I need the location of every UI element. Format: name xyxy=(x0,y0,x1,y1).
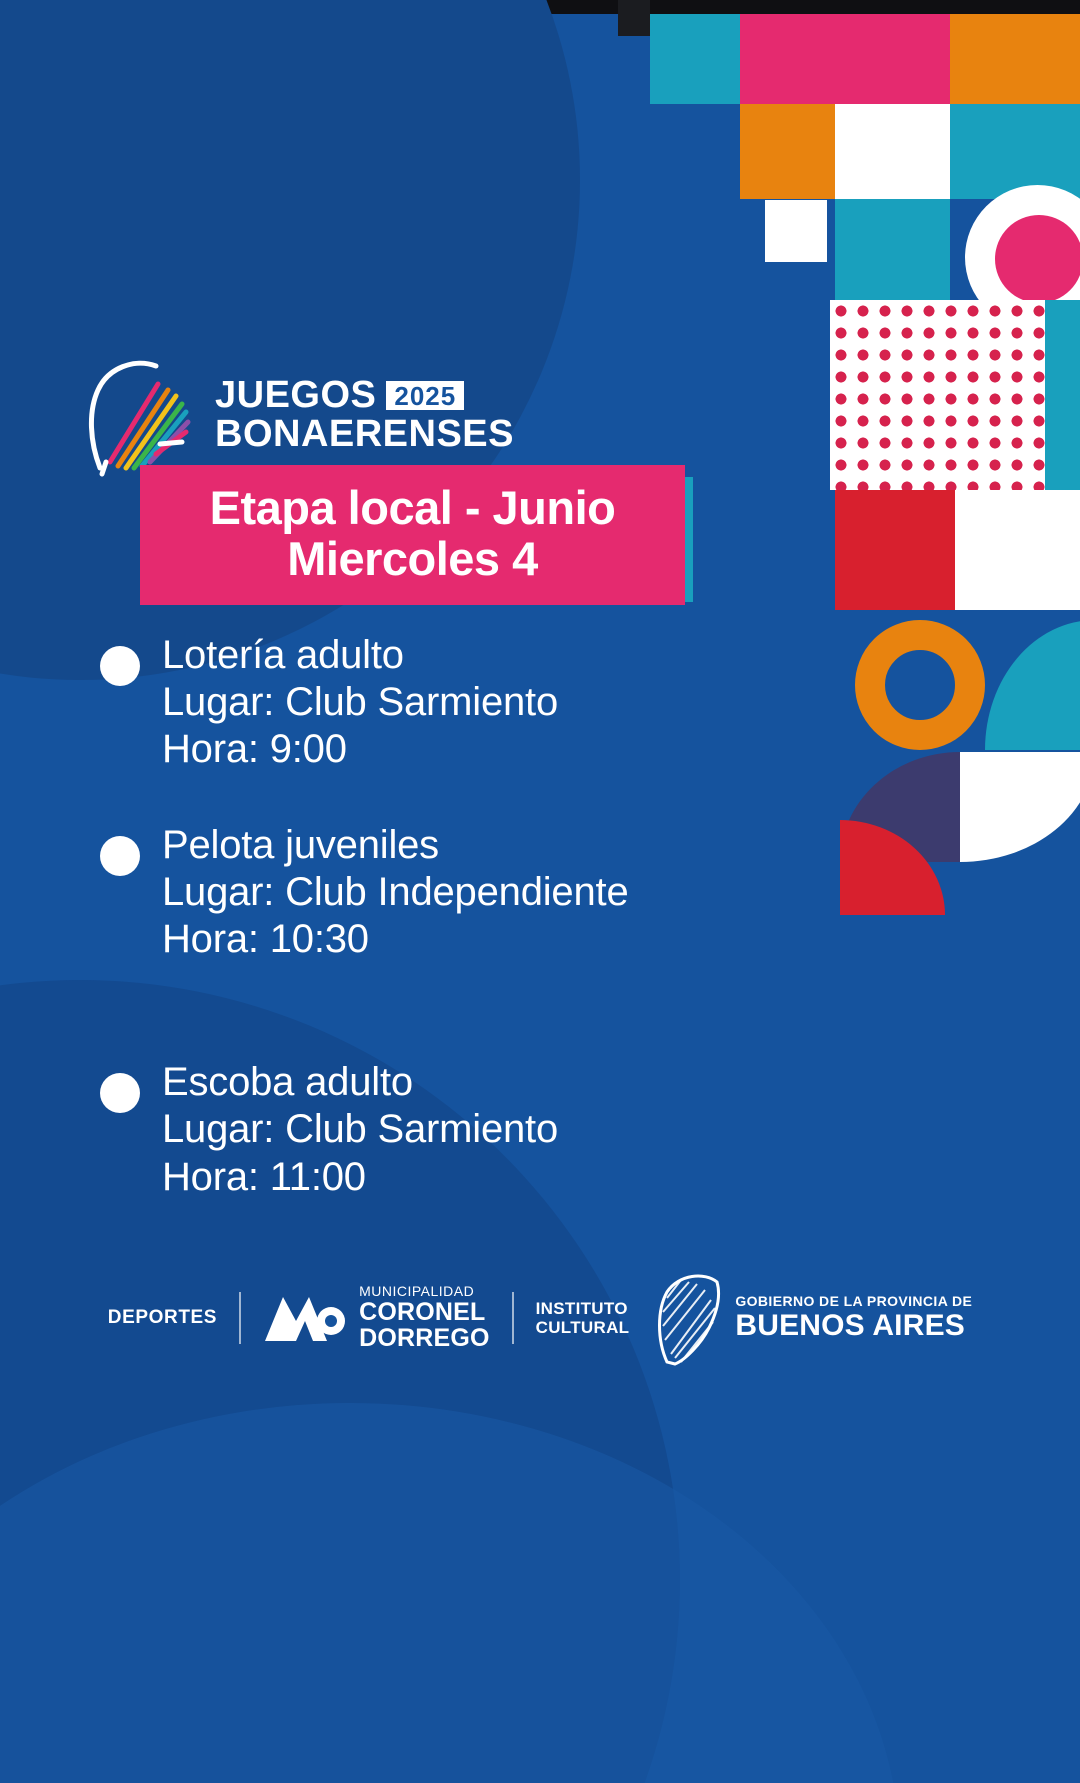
juegos-bonaerenses-logo xyxy=(72,350,514,480)
events-list xyxy=(100,632,800,1249)
event-time: Hora: 10:30 xyxy=(162,916,369,961)
buenos-aires-province-map-icon xyxy=(72,350,197,480)
mosaic-quarter-teal xyxy=(985,620,1080,750)
mosaic-square-teal xyxy=(650,14,740,104)
divider xyxy=(512,1292,514,1344)
event-place: Lugar: Club Independiente xyxy=(162,869,629,914)
mosaic-circle-pink xyxy=(995,215,1080,303)
event-place: Lugar: Club Sarmiento xyxy=(162,1107,559,1152)
event-time: Hora: 9:00 xyxy=(162,727,347,772)
list-item xyxy=(100,632,800,774)
municipalidad-coronel-dorrego-logo xyxy=(263,1284,490,1351)
mosaic-square-orange-2 xyxy=(740,104,835,199)
mosaic-square-pink-2 xyxy=(830,14,950,104)
title-banner xyxy=(140,465,685,605)
event-place: Lugar: Club Sarmiento xyxy=(162,680,559,725)
gobierno-provincia-logo xyxy=(651,1270,972,1366)
instituto-line-2: CULTURAL xyxy=(535,1318,630,1337)
footer-logos xyxy=(0,1270,1080,1366)
buenos-aires-label: BUENOS AIRES xyxy=(735,1309,965,1343)
instituto-line-1: INSTITUTO xyxy=(535,1298,628,1318)
logo-year-badge: 2025 xyxy=(386,381,464,411)
event-time: Hora: 11:00 xyxy=(162,1154,366,1199)
logo-bonaerenses-text: BONAERENSES xyxy=(215,413,514,455)
banner-line-1: Etapa local - Junio xyxy=(209,481,616,534)
gobierno-label: GOBIERNO DE LA PROVINCIA DE xyxy=(735,1292,973,1309)
mosaic-square-white xyxy=(835,104,950,199)
municipalidad-line-1: CORONEL xyxy=(359,1298,486,1327)
provincia-buenos-aires-map-icon xyxy=(651,1270,723,1366)
mosaic-square-teal-2 xyxy=(950,104,1080,199)
mosaic-square-white-2 xyxy=(765,200,827,262)
instituto-cultural-logo xyxy=(536,1299,630,1337)
municipalidad-label: MUNICIPALIDAD xyxy=(359,1283,475,1300)
event-title: Pelota juveniles xyxy=(162,822,439,867)
bullet-circle-icon xyxy=(100,836,140,876)
municipalidad-line-2: DORREGO xyxy=(359,1324,490,1353)
event-title: Lotería adulto xyxy=(162,633,404,677)
mosaic-square-orange xyxy=(950,14,1080,104)
mosaic-ring-orange xyxy=(855,620,985,750)
event-title: Escoba adulto xyxy=(162,1060,413,1105)
mosaic-square-teal-4 xyxy=(1045,300,1080,490)
mosaic-quarter-white xyxy=(960,752,1080,862)
mosaic-square-teal-3 xyxy=(835,199,950,309)
deportes-logo-text: DEPORTES xyxy=(107,1307,218,1328)
banner-line-2: Miercoles 4 xyxy=(287,531,538,585)
logo-juegos-text: JUEGOS xyxy=(215,374,377,417)
mosaic-square-white-3 xyxy=(955,490,1080,610)
coronel-dorrego-m-mark-icon xyxy=(263,1291,349,1345)
mosaic-square-red xyxy=(835,490,955,610)
mosaic-square-pink xyxy=(740,14,830,104)
background-shape-3 xyxy=(0,1403,900,1783)
mosaic-dot-pattern xyxy=(830,300,1045,490)
list-item xyxy=(100,822,800,964)
mosaic-square-dark xyxy=(618,0,650,36)
bullet-circle-icon xyxy=(100,646,140,686)
divider xyxy=(239,1292,241,1344)
list-item xyxy=(100,1059,800,1201)
bullet-circle-icon xyxy=(100,1073,140,1113)
